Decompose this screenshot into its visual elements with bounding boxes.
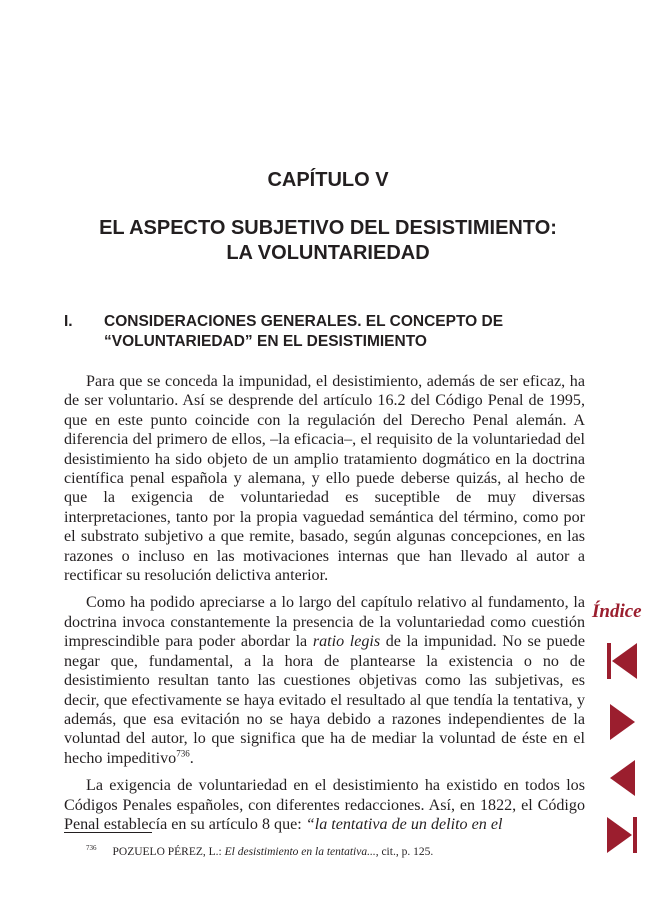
paragraph-2-text-b: de la impunidad. No se puede negar que, fundamental, a la hora de plantearse la existencia o no de desistimiento resultan tanto las cuestiones objetivas como las subjetivas, es decir, que efectivamente se haya evitado el resultado al que tendía la tentativa, y además, que esa evitación no se haya debido a razones independientes de la voluntad del autor, lo que significa que ha de mediar la voluntad de éste en el hecho impeditivo [64,633,585,767]
footnote-divider [64,832,152,833]
footnote-reference[interactable]: 736 [176,748,190,759]
next-page-icon [605,702,639,742]
paragraph-3-text: La exigencia de voluntariedad en el desistimiento ha existido en todos los Códigos Penales españoles, con diferentes redacciones. Así, en 1822, el Código Penal establecía en su artículo 8 que: [64,777,585,833]
footnote [64,841,585,859]
section-title [64,312,564,352]
previous-page-icon [605,758,639,798]
chapter-title-line2: LA VOLUNTARIEDAD [226,242,430,264]
paragraph-3 [64,776,585,834]
last-page-button[interactable] [605,815,639,855]
chapter-title [40,216,616,266]
section-title-line1: CONSIDERACIONES GENERALES. EL CONCEPTO DE [104,313,504,330]
first-page-icon [605,641,639,681]
previous-page-button[interactable] [605,758,639,798]
paragraph-1: Para que se conceda la impunidad, el desistimiento, además de ser eficaz, ha de ser voluntario. Así se desprende del artículo 16.2 del Código Penal de 1995, que en este punto coincide con la regulación del Derecho Penal alemán. A diferencia del primero de ellos, –la eficacia–, el requisito de la voluntariedad del desistimiento ha sido objeto de un amplio tratamiento dogmático en la doctrina científica penal española y alemana, y ello puede deberse quizás, al hecho de que la exigencia de voluntariedad es suceptible de muy diversas interpretaciones, tanto por la propia vaguedad semántica del término, como por el substrato subjetivo a que remite, basado, según algunas concepciones, en las razones o incluso en las motivaciones internas que han llevado al autor a rectificar su resolución delictiva anterior. [64,373,585,585]
last-page-icon [605,815,639,855]
footnote-number: 736 [86,844,97,852]
footnote-work: El desistimiento en la tentativa... [224,845,376,858]
section-number: I. [64,313,73,330]
footnote-author: POZUELO PÉREZ, L.: [112,845,225,858]
section-heading [64,312,564,352]
chapter-label: CAPÍTULO V [267,169,389,191]
footnote-rest: , cit., p. 125. [375,845,434,858]
body-text [64,372,585,834]
paragraph-2-end: . [189,749,194,767]
first-page-button[interactable] [605,641,639,681]
paragraph-3-italic: “la tentativa de un delito en el [305,815,503,833]
paragraph-2-italic: ratio legis [312,633,381,651]
chapter-title-line1: EL ASPECTO SUBJETIVO DEL DESISTIMIENTO: [99,217,557,239]
index-link[interactable]: Índice [592,601,642,622]
paragraph-2 [64,593,585,768]
paragraph-2-text-a: Como ha podido apreciarse a lo largo del capítulo relativo al fundamento, la doctrina invoca constantemente la presencia de la voluntariedad como cuestión imprescindible para poder abordar la [64,594,585,651]
section-title-line2: “VOLUNTARIEDAD” EN EL DESISTIMIENTO [104,333,427,350]
next-page-button[interactable] [605,702,639,742]
